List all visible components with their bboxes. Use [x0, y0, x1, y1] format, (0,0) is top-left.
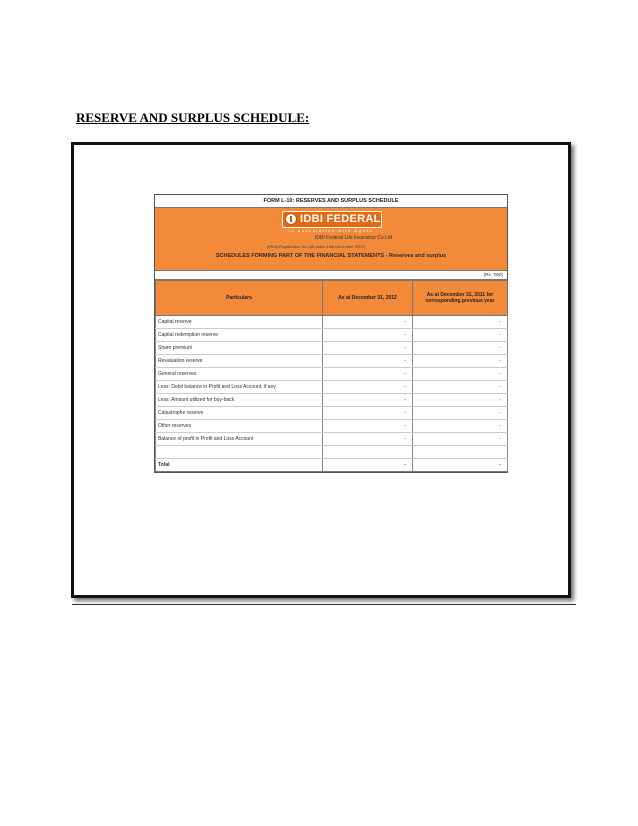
row-label: Catastrophe reserve	[156, 407, 323, 420]
currency-unit: (Rs. '000)	[155, 271, 507, 280]
total-value: -	[413, 459, 508, 472]
reserves-table	[155, 280, 508, 472]
row-label: Less: Debit balance in Profit and Loss Account, if any	[156, 381, 323, 394]
irda-registration: (IRDA Registration No.135 dated 19th December 2007)	[267, 244, 366, 249]
company-banner	[155, 208, 507, 271]
table-row	[156, 446, 508, 459]
total-value: -	[323, 459, 413, 472]
row-value: -	[413, 368, 508, 381]
form-l10	[154, 194, 508, 473]
table-row	[156, 407, 508, 420]
row-label: Share premium	[156, 342, 323, 355]
row-label: Less: Amount utilized for buy-back	[156, 394, 323, 407]
column-header: As at December 31, 2011 for corresponding previous year	[413, 281, 508, 316]
table-row	[156, 316, 508, 329]
total-row	[156, 459, 508, 472]
total-label: Total	[156, 459, 323, 472]
table-row	[156, 381, 508, 394]
row-value: -	[323, 316, 413, 329]
row-label: General reserves	[156, 368, 323, 381]
row-value: -	[413, 420, 508, 433]
row-value: -	[413, 355, 508, 368]
table-row	[156, 368, 508, 381]
row-value: -	[413, 329, 508, 342]
row-value: -	[323, 420, 413, 433]
table-row	[156, 329, 508, 342]
schedule-subtitle: SCHEDULES FORMING PART OF THE FINANCIAL STATEMENTS - Reserves and surplus	[215, 253, 447, 259]
logo-tagline: in association with Ageas	[289, 228, 374, 233]
logo-text: IDBI FEDERAL	[300, 213, 381, 225]
table-header-row	[156, 281, 508, 316]
row-value: -	[323, 329, 413, 342]
row-value: -	[323, 368, 413, 381]
table-row	[156, 355, 508, 368]
schedule-image-frame	[71, 142, 571, 598]
row-value: -	[413, 381, 508, 394]
logo-icon	[285, 213, 297, 225]
company-name: IDBI Federal Life Insurance Co Ltd	[315, 235, 392, 241]
table-row	[156, 394, 508, 407]
row-value: -	[413, 316, 508, 329]
row-value: -	[413, 394, 508, 407]
horizontal-rule	[72, 604, 576, 605]
company-logo	[282, 211, 382, 228]
row-value: -	[323, 433, 413, 446]
column-header: As at December 31, 2012	[323, 281, 413, 316]
table-row	[156, 342, 508, 355]
row-label: Capital reserve	[156, 316, 323, 329]
row-value: -	[323, 381, 413, 394]
row-value: -	[323, 394, 413, 407]
row-value: -	[413, 433, 508, 446]
table-row	[156, 420, 508, 433]
table-row	[156, 433, 508, 446]
row-label	[156, 446, 323, 459]
row-value: -	[323, 342, 413, 355]
row-label: Capital redemption reserve	[156, 329, 323, 342]
row-value: -	[323, 407, 413, 420]
row-value: -	[413, 342, 508, 355]
row-value	[413, 446, 508, 459]
page-heading: RESERVE AND SURPLUS SCHEDULE:	[76, 110, 310, 125]
row-value: -	[323, 355, 413, 368]
row-value: -	[413, 407, 508, 420]
row-label: Other reserves	[156, 420, 323, 433]
row-value	[323, 446, 413, 459]
row-label: Revaluation reserve	[156, 355, 323, 368]
column-header: Particulars	[156, 281, 323, 316]
row-label: Balance of profit in Profit and Loss Account	[156, 433, 323, 446]
form-title: FORM L-10: RESERVES AND SURPLUS SCHEDULE	[155, 195, 507, 208]
